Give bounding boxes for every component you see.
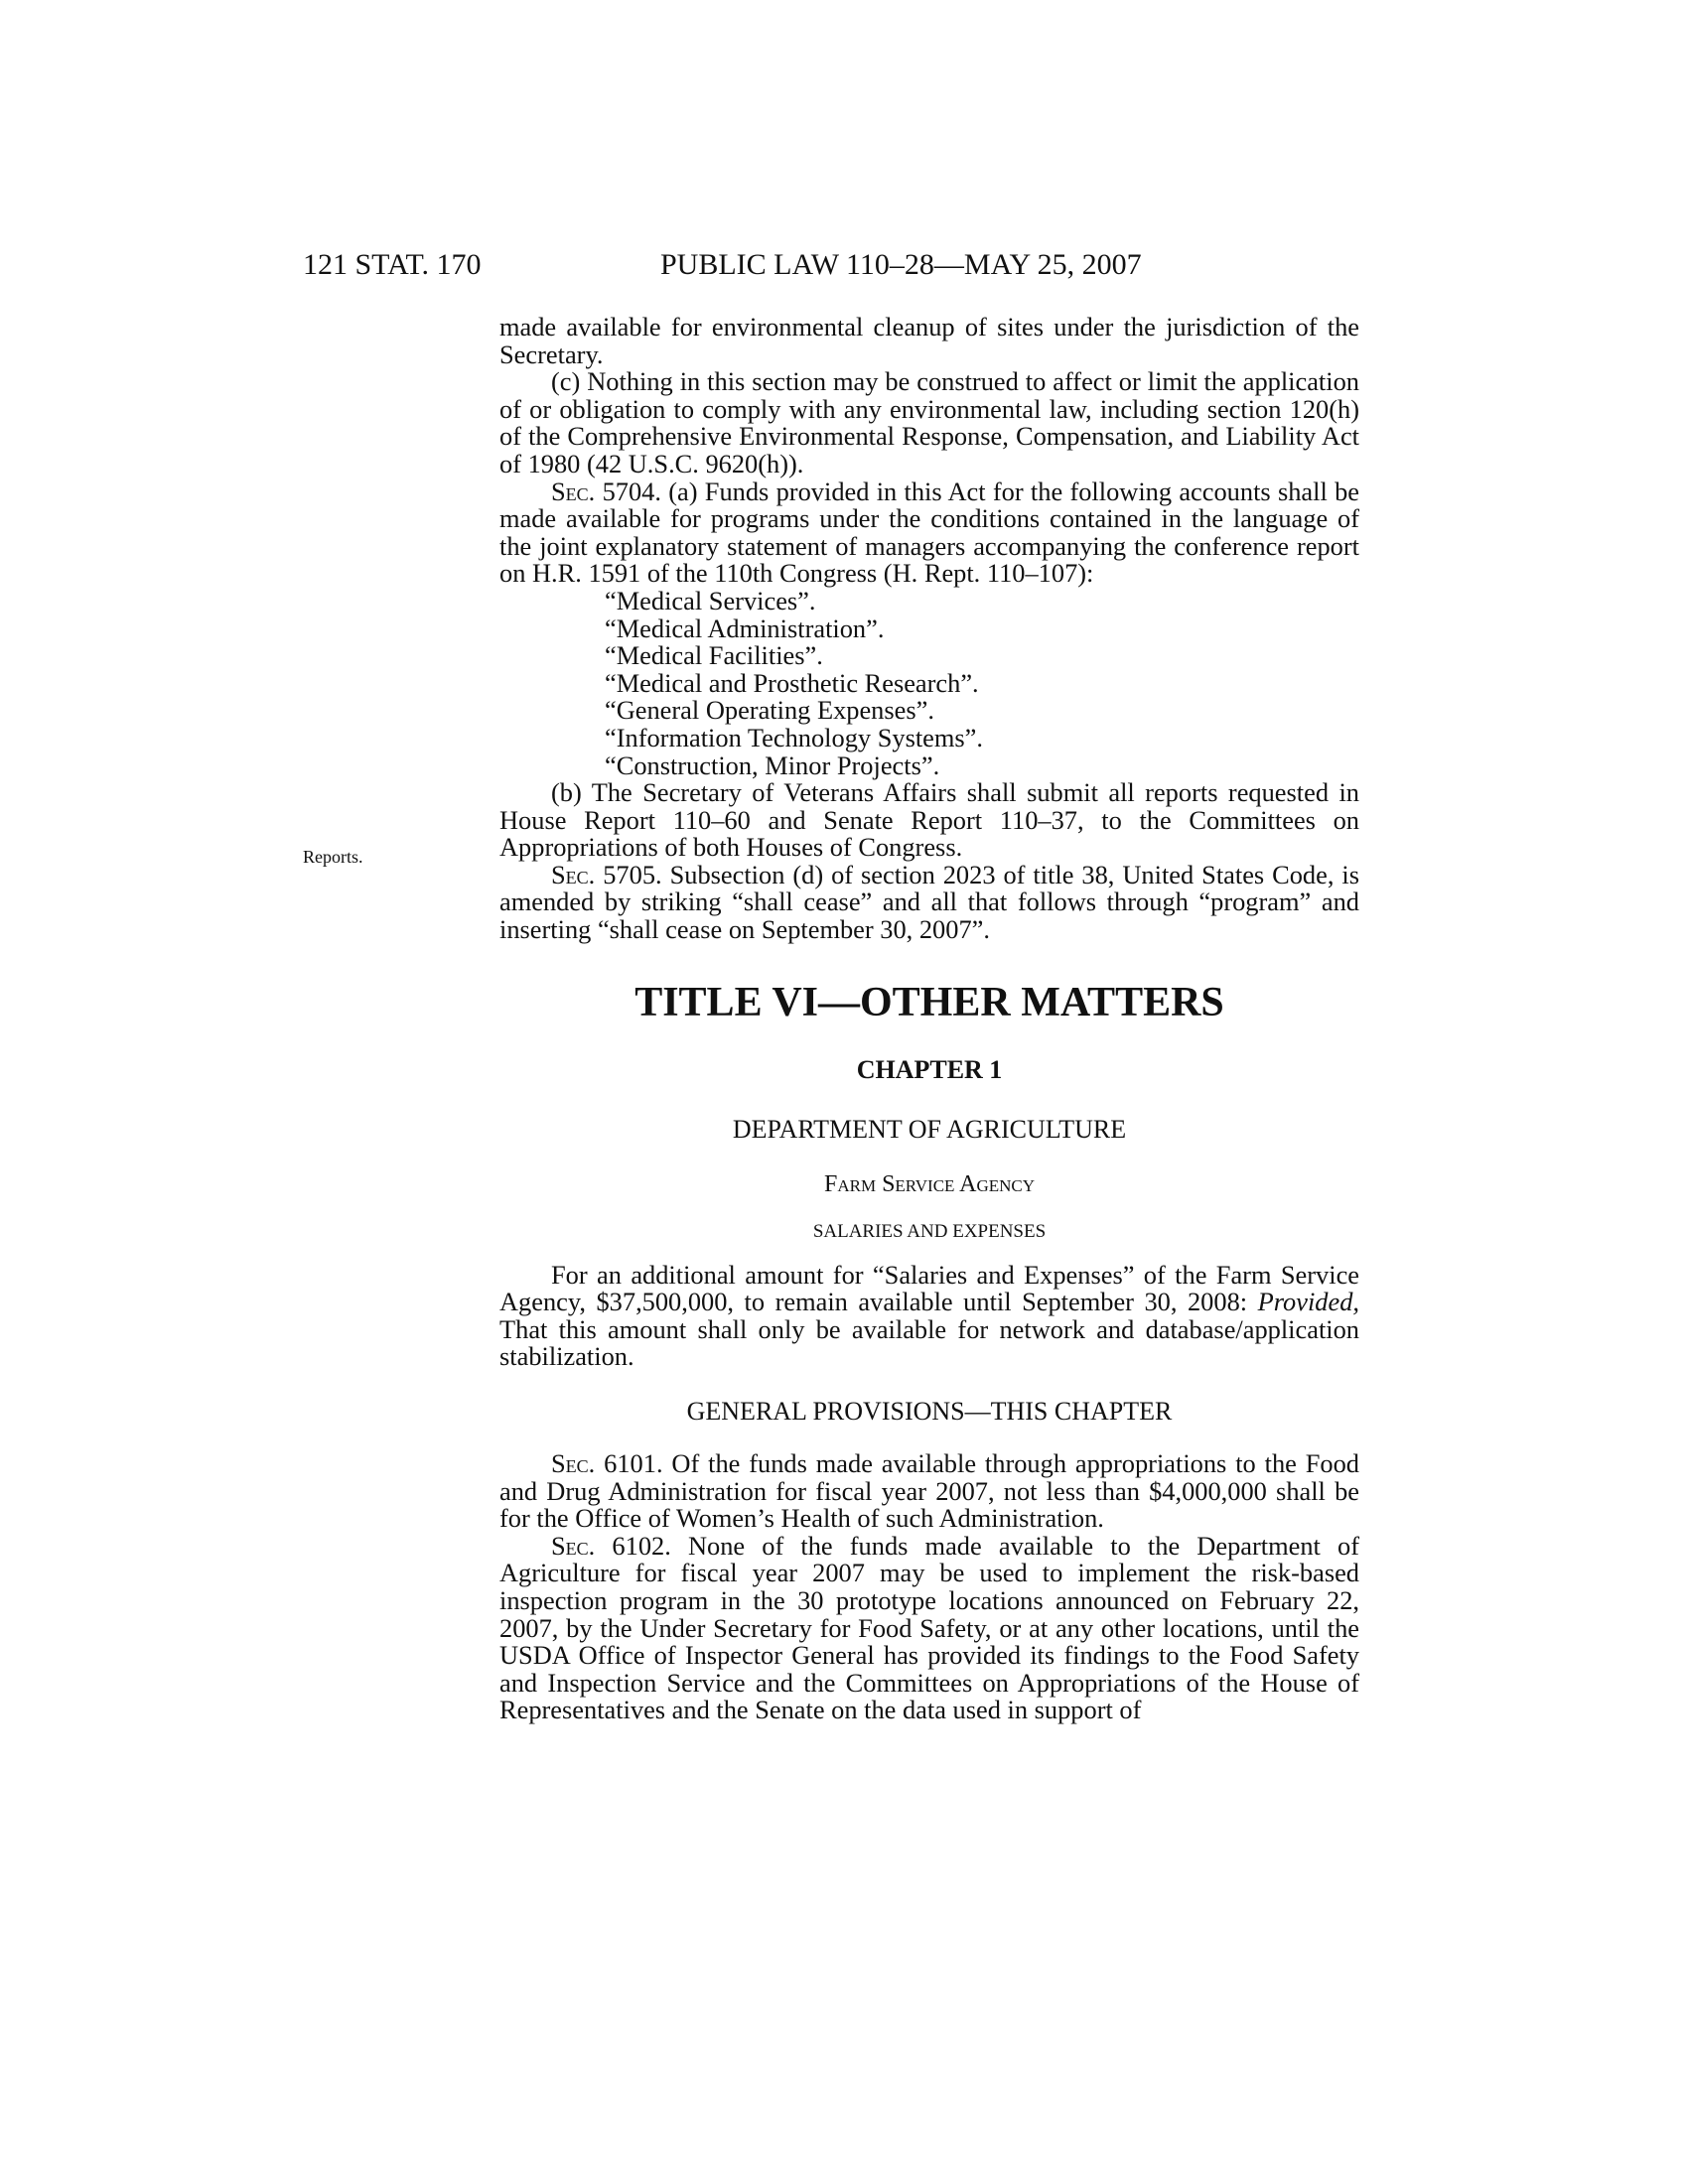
paragraph-b-reports: (b) The Secretary of Veterans Affairs shall submit all reports requested in House Report 110–60 and Senate Report 110–37, to the Committees on Appropriations of both Houses of Congress.	[499, 777, 1359, 863]
salaries-paragraph	[499, 1259, 1359, 1372]
page-reference: 121 STAT. 170	[303, 248, 482, 281]
list-item: “Construction, Minor Projects”.	[605, 750, 940, 780]
section-label: Sec.	[551, 1448, 596, 1479]
paragraph-c: (c) Nothing in this section may be construed to affect or limit the application of or obligation to comply with any environmental law, including section 120(h) of the Comprehensive Environmental Response, Compensation, and Liability Act of 1980 (42 U.S.C. 9620(h)).	[499, 366, 1359, 478]
chapter-heading: CHAPTER 1	[856, 1054, 1003, 1084]
salaries-text-part-2: That this amount shall only be available for network and database/application stabilization.	[499, 1313, 1359, 1372]
agency-heading: Farm Service Agency	[823, 1170, 1035, 1197]
list-item: “Medical Administration”.	[605, 613, 885, 643]
salaries-text-part-1: For an additional amount for “Salaries and Expenses” of the Farm Service Agency, $37,500,000, to remain available until September 30, 2008:	[499, 1259, 1359, 1317]
section-5705	[499, 859, 1359, 945]
section-6102-text: 6102. None of the funds made available to the Department of Agriculture for fiscal year 2007 may be used to implement the risk-based inspection program in the 30 prototype locations announced on February 22, 2007, by the Under Secretary for Food Safety, or at any other locations, until the USDA Office of Inspector General has provided its findings to the Food Safety and Inspection Service and the Committees on Appropriations of the House of Representatives and the Senate on the data used in support of	[499, 1530, 1359, 1725]
paragraph-cleanup-continuation: made available for environmental cleanup of sites under the jurisdiction of the Secretary.	[499, 312, 1359, 369]
section-label: Sec.	[551, 476, 596, 506]
account-heading: SALARIES AND EXPENSES	[812, 1220, 1047, 1242]
list-item: “General Operating Expenses”.	[605, 695, 934, 726]
section-5704-a	[499, 478, 1359, 588]
list-item: “Information Technology Systems”.	[605, 722, 983, 752]
section-5704-text: 5704. (a) Funds provided in this Act for the following accounts shall be made available for programs under the conditions contained in the language of the joint explanatory statement of managers accompanying the conference report on H.R. 1591 of the 110th Congress (H. Rept. 110–107):	[499, 476, 1359, 589]
list-item: “Medical Services”.	[605, 585, 816, 615]
section-6102	[499, 1530, 1359, 1725]
account-list	[499, 585, 1359, 780]
general-provisions-heading: GENERAL PROVISIONS—THIS CHAPTER	[686, 1397, 1173, 1427]
list-item: “Medical and Prosthetic Research”.	[605, 667, 979, 698]
margin-note-reports: Reports.	[303, 847, 363, 867]
section-6101-text: 6101. Of the funds made available through appropriations to the Food and Drug Administration for fiscal year 2007, not less than $4,000,000 shall be for the Office of Women’s Health of such Administration.	[499, 1448, 1359, 1534]
section-5705-text: 5705. Subsection (d) of section 2023 of title 38, United States Code, is amended by striking “shall cease” and all that follows through “program” and inserting “shall cease on September 30, 2007”.	[499, 859, 1359, 945]
list-item: “Medical Facilities”.	[605, 640, 823, 671]
provided-italic: Provided,	[1257, 1287, 1359, 1317]
section-label: Sec.	[551, 1530, 596, 1561]
title-heading: TITLE VI—OTHER MATTERS	[634, 979, 1224, 1025]
main-text-column	[499, 314, 1359, 1724]
department-heading: DEPARTMENT OF AGRICULTURE	[732, 1114, 1127, 1144]
section-6101	[499, 1450, 1359, 1533]
section-label: Sec.	[551, 859, 596, 889]
running-head: PUBLIC LAW 110–28—MAY 25, 2007	[660, 248, 1142, 281]
